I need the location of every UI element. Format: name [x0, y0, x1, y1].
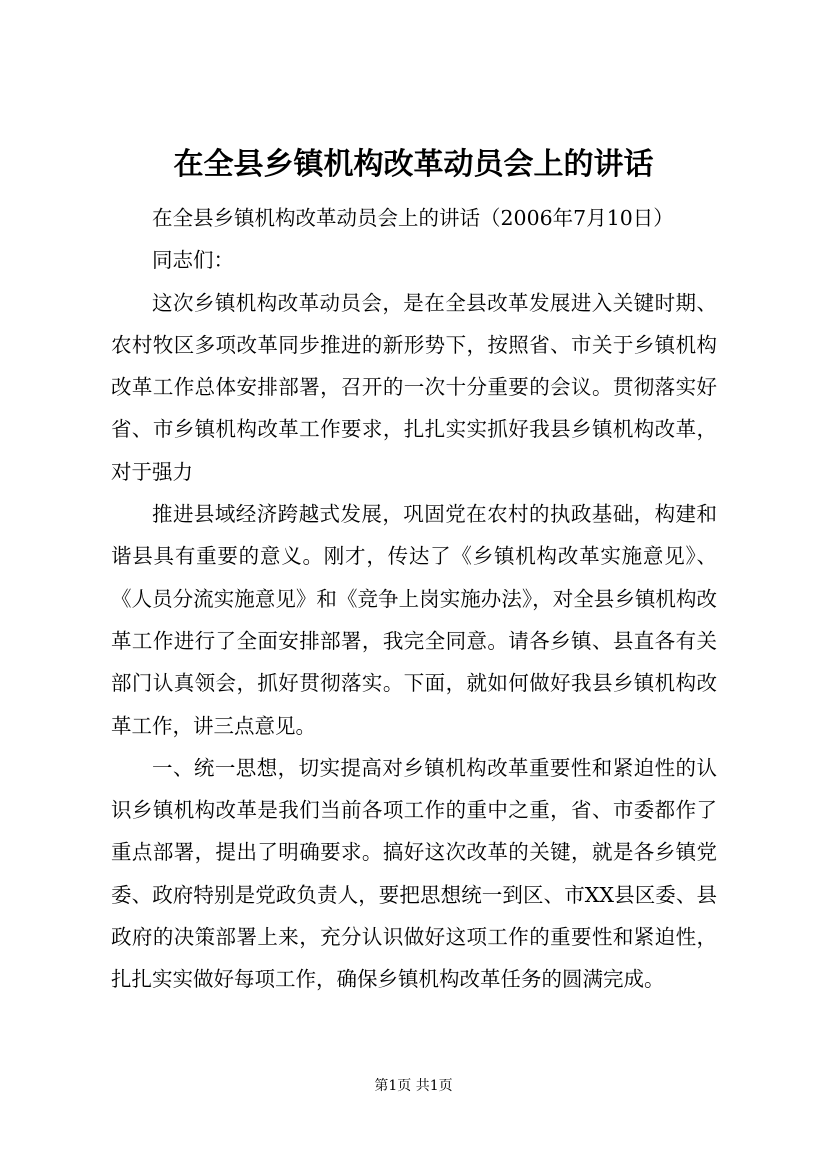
subtitle-paragraph: 在全县乡镇机构改革动员会上的讲话（2006年7月10日） [152, 206, 674, 230]
body-paragraph: 这次乡镇机构改革动员会，是在全县改革发展进入关键时期、农村牧区多项改革同步推进的新形势下，按照省、市关于乡镇机构改革工作总体安排部署，召开的一次十分重要的会议。贯彻落实好省、市乡镇机构改革工作要求，扎扎实实抓好我县乡镇机构改革，对于强力 [111, 290, 717, 484]
body-paragraph: 推进县域经济跨越式发展，巩固党在农村的执政基础，构建和谐县具有重要的意义。刚才，传达了《乡镇机构改革实施意见》、《人员分流实施意见》和《竞争上岗实施办法》，对全县乡镇机构改革工作进行了全面安排部署，我完全同意。请各乡镇、县直各有关部门认真领会，抓好贯彻落实。下面，就如何做好我县乡镇机构改革工作，讲三点意见。 [111, 502, 717, 738]
salutation-paragraph: 同志们： [152, 248, 234, 273]
document-title: 在全县乡镇机构改革动员会上的讲话 [173, 147, 654, 182]
document-body [111, 197, 717, 1001]
page-footer: 第1页 共1页 [374, 1078, 453, 1094]
body-paragraph: 一、统一思想，切实提高对乡镇机构改革重要性和紧迫性的认识乡镇机构改革是我们当前各项工作的重中之重，省、市委都作了重点部署，提出了明确要求。搞好这次改革的关键，就是各乡镇党委、政府特别是党政负责人，要把思想统一到区、市XX县区委、县政府的决策部署上来，充分认识做好这项工作的重要性和紧迫性，扎扎实实做好每项工作，确保乡镇机构改革任务的圆满完成。 [111, 755, 717, 992]
